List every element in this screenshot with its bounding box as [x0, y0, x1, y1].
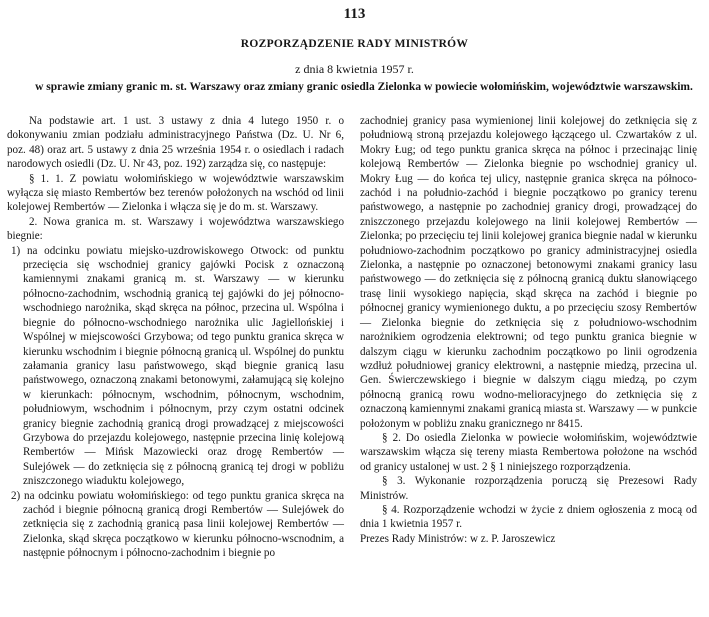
- intro-paragraph: Na podstawie art. 1 ust. 3 ustawy z dnia 4 lutego 1950 r. o dokonywaniu zmian podziału administracyjnego Państwa (Dz. U. Nr 6, poz. 48) oraz art. 5 ustawy z dnia 25 września 1954 r. o osiedlach i radach narodowych osiedli (Dz. U. Nr 43, poz. 192) zarządza się, co następuje:: [7, 115, 344, 171]
- right-column: [360, 114, 697, 546]
- section-1-point-2-intro: 2. Nowa granica m. st. Warszawy i województwa warszawskiego biegnie:: [7, 215, 344, 243]
- section-3-paragraph: § 3. Wykonanie rozporządzenia poruczą się Prezesowi Rady Ministrów.: [360, 475, 697, 502]
- document-number: 113: [343, 6, 366, 22]
- left-column: [7, 114, 344, 561]
- document-title: ROZPORZĄDZENIE RADY MINISTRÓW: [240, 38, 469, 50]
- boundary-item-1: 1) na odcinku powiatu miejsko-uzdrowiskowego Otwock: od punktu przecięcia się wschodniej granicy gajówki Pocisk z oznaczoną kamiennymi znakami granicą m. st. Warszawy — w kierunku północno-zachodnim, wschodnią granicą tej gajówki do jej północno-wschodniego narożnika, skąd skręca na północ, przecina ul. Wspólna i biegnie do północno-wschodniego narożnika ulic Jagiellońskiej i Wspólnej w miejscowości Grzybowa; od tego punktu granica skręca w kierunku wschodnim i biegnie północną granicą ul. Wspólnej do punktu załamania granicy lasu państwowego, skąd biegnie granicą lasu państwowego, oznaczoną znakami betonowymi, załamującą się kolejno w kierunkach: północnym, wschodnim, północnym, wschodnim, południowym, wschodnim i północnym, przy czym ostatni odcinek granicy biegnie zachodnią granicą drogi prowadzącej z miejscowości Grzybowa do przejazdu kolejowego, następnie przecina linię kolejową Rembertów — Mińsk Mazowiecki oraz drogę Rembertów — Sulejówek — do zetknięcia się z północną granicą tej drogi w pobliżu zniszczonego wiaduktu kolejowego,: [11, 244, 344, 488]
- section-1-paragraph: § 1. 1. Z powiatu wołomińskiego w województwie warszawskim wyłącza się miasto Rembertów bez terenów położonych na wschód od linii kolejowej Rembertów — Zielonka i włącza się je do m. st. Warszawy.: [7, 172, 344, 214]
- document-date: z dnia 8 kwietnia 1957 r.: [295, 62, 414, 76]
- boundary-item-2-continuation: zachodniej granicy pasa wymienionej linii kolejowej do zetknięcia się z południową stroną przejazdu kolejowego łączącego ul. Czwartaków z ul. Mokry Ług; od tego punktu granica skręca na północ i przecinając linię kolejową Rembertów — Zielonka biegnie po wschodniej granicy ul. Mokry Ług — do końca tej ulicy, następnie granica skręca na północo-zachód i na południo-zachód i biegnie początkowo po granicy terenu państwowego, a następnie po zachodniej granicy drogi, prowadzącej do zniszczonego przejazdu kolejowego na linii kolejowej Rembertów — Zielonka; po przecięciu tej linii kolejowej granica biegnie nadal w kierunku południowo-zachodnim początkowo po granicy administracyjnej osiedla Zielonka, a następnie po oznaczonej betonowymi znakami granicy lasu państwowego — do zetknięcia się z północną granicą duktu słanowiącego trasę linii wysokiego napięcia, skąd skręca na zachód i biegnie po północnej granicy wymienionego duktu, a po przecięciu szosy Rembertów — Zielonka biegnie do zetknięcia się z południowo-wschodnim narożnikiem ogrodzenia elektrowni; od tego punktu granica biegnie w dalszym ciągu w kierunku zachodnim początkowo po linii ogrodzenia wzdłuż południowej granicy elektrowni, a następnie miedzą, przecina ul. Gen. Świerczewskiego i biegnie w dalszym ciągu miedzą, po czym północną granicą rowu wodno-melioracyjnego do zetknięcia się z oznaczoną kamiennymi znakami granicą miasta st. Warszawy — w punkcie położonym w pobliżu znaku granicznego nr 8415.: [360, 115, 697, 430]
- boundary-item-2: 2) na odcinku powiatu wołomińskiego: od tego punktu granica skręca na zachód i biegnie północną granicą drogi Rembertów — Sulejówek do zetknięcia się z zachodnią granicą pasa linii kolejowej Rembertów — Zielonka, skąd skręca początkowo w kierunku północno-wscnodnim, a następnie północnym i północno-zachodnim i biegnie po: [11, 489, 344, 560]
- section-2-paragraph: § 2. Do osiedla Zielonka w powiecie wołomińskim, województwie warszawskim włącza się tereny miasta Rembertowa położone na wschód od granicy ustalonej w ust. 2 § 1 niniejszego rozporządzenia.: [360, 431, 697, 473]
- document-subject: w sprawie zmiany granic m. st. Warszawy oraz zmiany granic osiedla Zielonka w powiecie wołomińskim, województwie warszawskim.: [35, 81, 693, 93]
- signature-line: Prezes Rady Ministrów: w z. P. Jaroszewicz: [360, 532, 556, 545]
- section-4-paragraph: § 4. Rozporządzenie wchodzi w życie z dniem ogłoszenia z mocą od dnia 1 kwietnia 1957 r.: [360, 503, 697, 531]
